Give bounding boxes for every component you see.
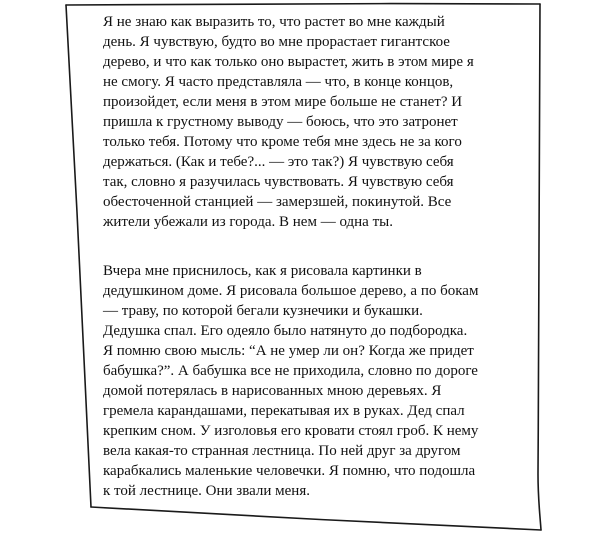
text-line: жители убежали из города. В нем — одна ты.: [103, 214, 393, 230]
paragraph-2: [103, 261, 523, 501]
text-line: Я помню свою мысль: “А не умер ли он? Когда же придет: [103, 343, 474, 359]
text-line: дерево, и что как только оно вырастет, жить в этом мире я: [103, 54, 474, 70]
text-line: только тебя. Потому что кроме тебя мне здесь не за кого: [103, 134, 462, 150]
frame-right-edge: [538, 4, 541, 530]
text-line: обесточенной станцией — замерзшей, покинутой. Все: [103, 194, 452, 210]
text-line: гремела карандашами, перекатывая их в руках. Дед спал: [103, 403, 465, 419]
text-line: Вчера мне приснилось, как я рисовала картинки в: [103, 263, 422, 279]
frame-top-edge: [66, 4, 540, 5]
text-line: — траву, по которой бегали кузнечики и букашки.: [103, 303, 423, 319]
text-line: пришла к грустному выводу — боюсь, что это затронет: [103, 114, 458, 130]
text-line: бабушка?”. А бабушка все не приходила, словно по дороге: [103, 363, 478, 379]
text-line: Я не знаю как выразить то, что растет во мне каждый: [103, 14, 445, 30]
text-line: произойдет, если меня в этом мире больше не станет? И: [103, 94, 463, 110]
text-line: крепким сном. У изголовья его кровати стоял гроб. К нему: [103, 423, 479, 439]
text-line: держаться. (Как и тебе?... — это так?) Я чувствую себя: [103, 154, 454, 170]
text-line: карабкались маленькие человечки. Я помню, что подошла: [103, 463, 476, 479]
text-line: вела какая-то странная лестница. По ней друг за другом: [103, 443, 461, 459]
text-line: домой потерялась в нарисованных мною деревьях. Я: [103, 383, 442, 399]
text-line: день. Я чувствую, будто во мне прорастает гигантское: [103, 34, 450, 50]
frame-left-edge: [66, 5, 91, 507]
text-line: так, словно я разучилась чувствовать. Я чувствую себя: [103, 174, 454, 190]
text-line: не смогу. Я часто представляла — что, в конце концов,: [103, 74, 454, 90]
paragraph-1: [103, 12, 523, 232]
text-line: Дедушка спал. Его одеяло было натянуто до подбородка.: [103, 323, 468, 339]
text-line: дедушкином доме. Я рисовала большое дерево, а по бокам: [103, 283, 479, 299]
text-line: к той лестнице. Они звали меня.: [103, 483, 310, 499]
frame-bottom-edge: [91, 507, 541, 530]
